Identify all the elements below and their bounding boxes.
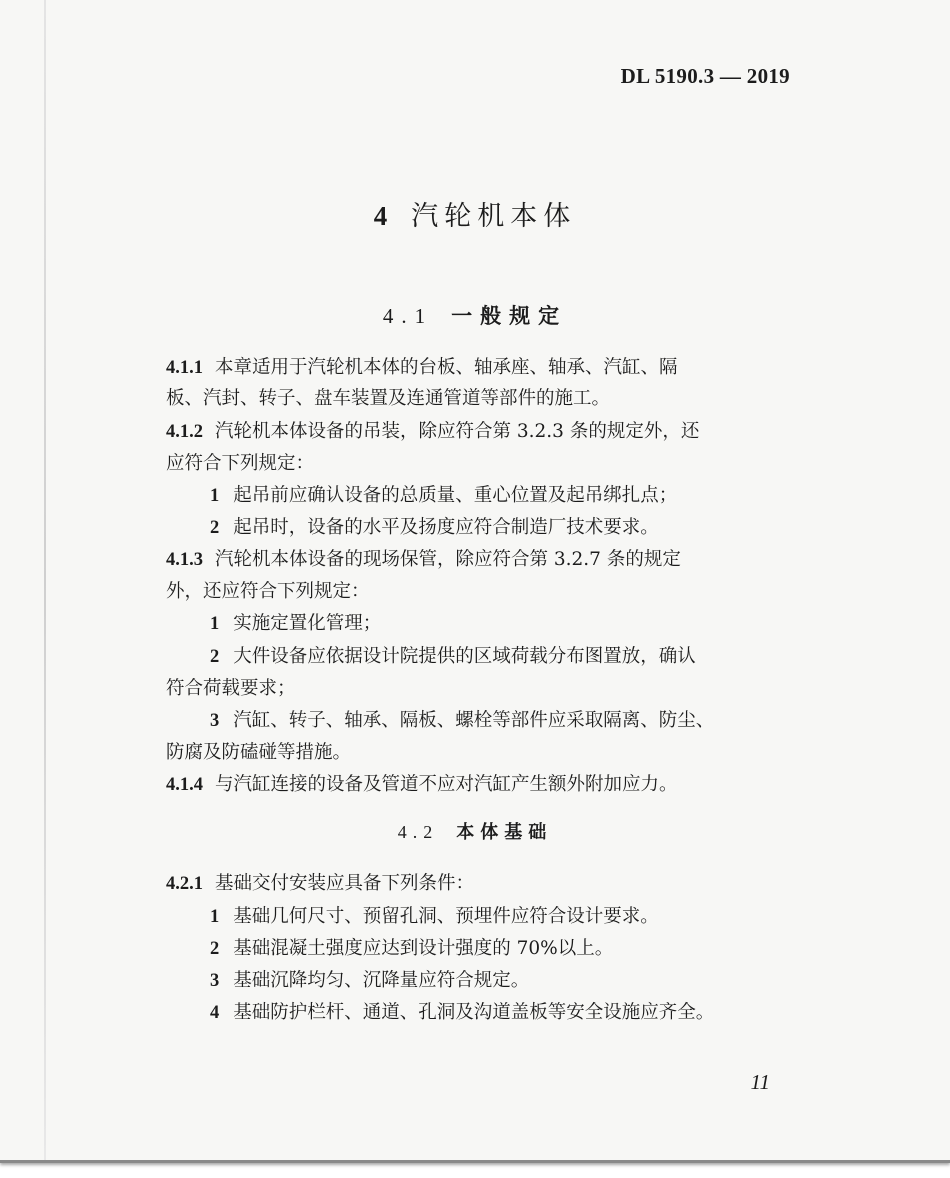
- clause-number: 4.1.1: [166, 358, 203, 378]
- clause-4-1-3: [166, 545, 681, 571]
- item-number: 3: [210, 711, 220, 731]
- item-4-1-3-2-cont: [166, 674, 296, 700]
- item-text: 汽缸、转子、轴承、隔板、螺栓等部件应采取隔离、防尘、: [233, 710, 715, 731]
- clause-number: 4.1.4: [166, 775, 203, 795]
- item-text: 实施定置化管理；: [233, 613, 382, 634]
- item-number: 2: [210, 518, 220, 538]
- clause-text: 板、汽封、转子、盘车装置及连通管道等部件的施工。: [166, 388, 611, 409]
- item-number: 1: [210, 907, 220, 927]
- item-text: 基础防护栏杆、通道、孔洞及沟道盖板等安全设施应齐全。: [233, 1002, 715, 1023]
- clause-number: 4.2.1: [166, 874, 203, 894]
- item-4-2-1-4: [210, 998, 714, 1024]
- section-number: 4.1: [382, 304, 434, 328]
- chapter-number: 4: [373, 201, 394, 231]
- section-number: 4.2: [397, 822, 439, 842]
- clause-text: 外，还应符合下列规定：: [166, 581, 370, 602]
- chapter-title: 汽轮机本体: [411, 201, 577, 232]
- clause-4-1-3-cont: [166, 577, 370, 603]
- chapter-heading: [0, 194, 950, 233]
- item-text: 基础混凝土强度应达到设计强度的 70%以上。: [233, 938, 614, 959]
- clause-text: 汽轮机本体设备的吊装，除应符合第 3.2.3 条的规定外，还: [215, 421, 700, 442]
- section-heading-4-2: [0, 818, 950, 844]
- clause-4-2-1: [166, 869, 474, 895]
- item-4-2-1-1: [210, 902, 659, 928]
- item-4-1-2-2: [210, 513, 659, 539]
- standard-number: DL 5190.3 — 2019: [620, 64, 790, 88]
- clause-4-1-2-cont: [166, 449, 314, 475]
- clause-4-1-2: [166, 417, 699, 443]
- clause-text: 与汽缸连接的设备及管道不应对汽缸产生额外附加应力。: [215, 774, 678, 795]
- item-text: 防腐及防磕碰等措施。: [166, 742, 352, 763]
- item-number: 3: [210, 971, 220, 991]
- clause-text: 本章适用于汽轮机本体的台板、轴承座、轴承、汽缸、隔: [215, 357, 678, 378]
- item-4-2-1-3: [210, 966, 529, 992]
- clause-4-1-1-cont: [166, 384, 610, 410]
- item-text: 大件设备应依据设计院提供的区域荷载分布图置放，确认: [233, 646, 696, 667]
- item-number: 2: [210, 647, 220, 667]
- clause-number: 4.1.3: [166, 550, 203, 570]
- item-4-1-3-3-cont: [166, 738, 351, 764]
- section-heading-4-1: [0, 300, 950, 330]
- item-4-1-2-1: [210, 481, 677, 507]
- item-4-2-1-2: [210, 934, 613, 960]
- item-4-1-3-1: [210, 609, 381, 635]
- clause-text: 基础交付安装应具备下列条件：: [215, 873, 475, 894]
- section-title: 本体基础: [456, 822, 553, 843]
- item-text: 符合荷载要求；: [166, 678, 296, 699]
- clause-text: 汽轮机本体设备的现场保管，除应符合第 3.2.7 条的规定: [215, 549, 681, 570]
- item-text: 起吊前应确认设备的总质量、重心位置及起吊绑扎点；: [233, 485, 678, 506]
- clause-4-1-1: [166, 353, 678, 379]
- item-4-1-3-3: [210, 706, 714, 732]
- item-number: 1: [210, 486, 220, 506]
- item-number: 2: [210, 939, 220, 959]
- clause-text: 应符合下列规定：: [166, 453, 315, 474]
- binding-edge: [44, 0, 46, 1160]
- page-number: 11: [750, 1070, 770, 1094]
- section-title: 一般规定: [451, 303, 568, 328]
- clause-number: 4.1.2: [166, 422, 203, 442]
- item-text: 起吊时，设备的水平及扬度应符合制造厂技术要求。: [233, 517, 659, 538]
- item-number: 1: [210, 614, 220, 634]
- item-text: 基础沉降均匀、沉降量应符合规定。: [233, 970, 530, 991]
- clause-4-1-4: [166, 770, 678, 796]
- item-text: 基础几何尺寸、预留孔洞、预埋件应符合设计要求。: [233, 906, 659, 927]
- item-number: 4: [210, 1003, 220, 1023]
- item-4-1-3-2: [210, 642, 696, 668]
